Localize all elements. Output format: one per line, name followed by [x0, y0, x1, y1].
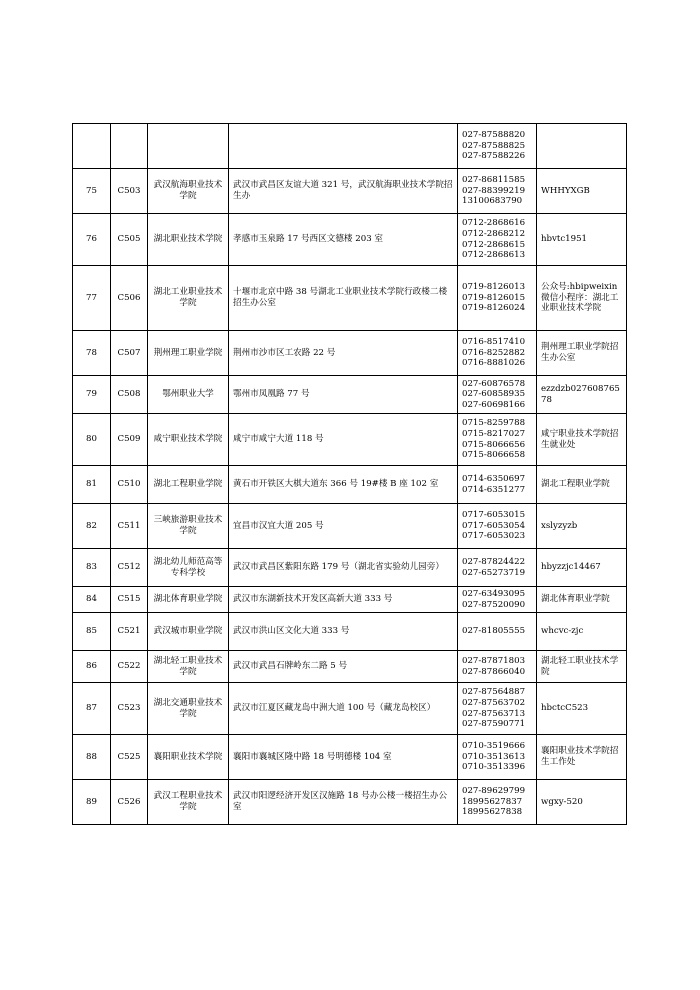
address-cell: [229, 124, 458, 169]
row-number-cell: 77: [73, 266, 111, 331]
school-name-cell: 湖北轻工职业技术学院: [148, 651, 229, 683]
table-row: [73, 169, 627, 214]
address-cell: 武汉市江夏区藏龙岛中洲大道 100 号（藏龙岛校区）: [229, 683, 458, 735]
school-code-cell: C510: [111, 466, 148, 504]
table-row: [73, 414, 627, 466]
phone-cell: [458, 169, 537, 214]
phone-number: 027-87588820: [462, 130, 526, 141]
phone-number: 027-87824422: [462, 556, 526, 567]
row-number-cell: 88: [73, 735, 111, 780]
phone-number: 0716-8517410: [462, 337, 526, 348]
row-number-cell: 79: [73, 376, 111, 414]
school-name-cell: 鄂州职业大学: [148, 376, 229, 414]
phone-number: 027-60698166: [462, 399, 526, 410]
phone-cell: [458, 376, 537, 414]
school-name-cell: 武汉城市职业学院: [148, 613, 229, 651]
phone-number: 027-81805555: [462, 626, 526, 637]
school-code-cell: C507: [111, 331, 148, 376]
school-name-cell: 湖北职业技术学院: [148, 214, 229, 266]
row-number-cell: 75: [73, 169, 111, 214]
phone-number: 027-88399219: [462, 185, 526, 196]
row-number-cell: 85: [73, 613, 111, 651]
phone-number: 027-60876578: [462, 378, 526, 389]
school-name-cell: 湖北工程职业学院: [148, 466, 229, 504]
table-row: [73, 780, 627, 825]
address-cell: 武汉市阳逻经济开发区汉施路 18 号办公楼一楼招生办公室: [229, 780, 458, 825]
phone-number: 027-87520090: [462, 599, 526, 610]
phone-cell: [458, 124, 537, 169]
school-code-cell: C522: [111, 651, 148, 683]
school-name-cell: 三峡旅游职业技术学院: [148, 504, 229, 549]
table-row: [73, 331, 627, 376]
phone-number: 0715-8217027: [462, 428, 526, 439]
wechat-cell: 湖北轻工职业技术学院: [537, 651, 627, 683]
school-code-cell: C525: [111, 735, 148, 780]
wechat-cell: hbyzzjc14467: [537, 549, 627, 587]
phone-number: 0715-8066658: [462, 450, 526, 461]
phone-number: 18995627838: [462, 807, 523, 818]
phone-cell: [458, 266, 537, 331]
address-cell: 武汉市洪山区文化大道 333 号: [229, 613, 458, 651]
school-code-cell: C503: [111, 169, 148, 214]
school-code-cell: C515: [111, 587, 148, 613]
phone-number: 027-89629799: [462, 786, 526, 797]
phone-cell: [458, 683, 537, 735]
phone-number: 027-65273719: [462, 567, 526, 578]
school-code-cell: [111, 124, 148, 169]
phone-cell: [458, 549, 537, 587]
phone-number: 0712-2868616: [462, 218, 526, 229]
table-row: [73, 376, 627, 414]
row-number-cell: 82: [73, 504, 111, 549]
table-row: [73, 504, 627, 549]
school-code-cell: C506: [111, 266, 148, 331]
table-body: [73, 124, 627, 825]
school-name-cell: [148, 124, 229, 169]
row-number-cell: 89: [73, 780, 111, 825]
phone-number: 0712-2868613: [462, 250, 526, 261]
wechat-cell: whcvc-zjc: [537, 613, 627, 651]
wechat-cell: xslyzyzb: [537, 504, 627, 549]
phone-number: 0716-8881026: [462, 358, 526, 369]
table-row: [73, 214, 627, 266]
table-row: [73, 683, 627, 735]
row-number-cell: 80: [73, 414, 111, 466]
phone-number: 13100683790: [462, 196, 523, 207]
table-row: [73, 266, 627, 331]
wechat-cell: 公众号:hbipweixin 微信小程序：湖北工业职业技术学院: [537, 266, 627, 331]
school-name-cell: 湖北工业职业技术学院: [148, 266, 229, 331]
phone-number: 0710-3513613: [462, 751, 526, 762]
phone-number: 0719-8126024: [462, 303, 526, 314]
phone-number: 027-87563702: [462, 697, 526, 708]
phone-cell: [458, 214, 537, 266]
row-number-cell: 87: [73, 683, 111, 735]
school-name-cell: 襄阳职业技术学院: [148, 735, 229, 780]
phone-cell: [458, 613, 537, 651]
row-number-cell: 83: [73, 549, 111, 587]
school-name-cell: 荆州理工职业学院: [148, 331, 229, 376]
address-cell: 鄂州市凤凰路 77 号: [229, 376, 458, 414]
table-row: [73, 587, 627, 613]
phone-number: 027-87871803: [462, 655, 526, 666]
school-name-cell: 湖北幼儿师范高等专科学校: [148, 549, 229, 587]
phone-number: 0715-8259788: [462, 418, 526, 429]
address-cell: 孝感市玉泉路 17 号西区文德楼 203 室: [229, 214, 458, 266]
phone-number: 027-60858935: [462, 389, 526, 400]
phone-number: 027-87866040: [462, 666, 526, 677]
wechat-cell: 荆州理工职业学院招生办公室: [537, 331, 627, 376]
phone-cell: [458, 504, 537, 549]
phone-number: 027-86811585: [462, 175, 526, 186]
address-cell: 武汉市武昌石牌岭东二路 5 号: [229, 651, 458, 683]
school-name-cell: 武汉工程职业技术学院: [148, 780, 229, 825]
phone-cell: [458, 466, 537, 504]
phone-number: 0717-6053023: [462, 531, 526, 542]
address-cell: 武汉市武昌区紫阳东路 179 号（湖北省实验幼儿园旁）: [229, 549, 458, 587]
phone-cell: [458, 735, 537, 780]
phone-cell: [458, 414, 537, 466]
school-code-cell: C523: [111, 683, 148, 735]
school-name-cell: 武汉航海职业技术学院: [148, 169, 229, 214]
table-row: [73, 613, 627, 651]
wechat-cell: 咸宁职业技术学院招生就业处: [537, 414, 627, 466]
row-number-cell: 76: [73, 214, 111, 266]
phone-number: 0712-2868212: [462, 228, 526, 239]
table-row: [73, 124, 627, 169]
phone-number: 027-87564887: [462, 687, 526, 698]
phone-number: 027-63493095: [462, 588, 526, 599]
table-row: [73, 549, 627, 587]
row-number-cell: 84: [73, 587, 111, 613]
phone-number: 0719-8126015: [462, 292, 526, 303]
phone-number: 027-87588226: [462, 151, 526, 162]
school-code-cell: C509: [111, 414, 148, 466]
wechat-cell: 湖北体育职业学院: [537, 587, 627, 613]
address-cell: 咸宁市咸宁大道 118 号: [229, 414, 458, 466]
row-number-cell: 86: [73, 651, 111, 683]
phone-cell: [458, 651, 537, 683]
phone-cell: [458, 331, 537, 376]
table-row: [73, 735, 627, 780]
school-code-cell: C511: [111, 504, 148, 549]
phone-number: 0710-3519666: [462, 741, 526, 752]
phone-number: 027-87588825: [462, 140, 526, 151]
school-code-cell: C508: [111, 376, 148, 414]
school-name-cell: 咸宁职业技术学院: [148, 414, 229, 466]
phone-number: 0715-8066656: [462, 439, 526, 450]
address-cell: 宜昌市汉宜大道 205 号: [229, 504, 458, 549]
wechat-cell: wgxy-520: [537, 780, 627, 825]
phone-number: 0714-6350697: [462, 473, 526, 484]
school-name-cell: 湖北体育职业学院: [148, 587, 229, 613]
address-cell: 荆州市沙市区工农路 22 号: [229, 331, 458, 376]
school-code-cell: C512: [111, 549, 148, 587]
phone-number: 027-87563713: [462, 708, 526, 719]
school-name-cell: 湖北交通职业技术学院: [148, 683, 229, 735]
phone-number: 0712-2868615: [462, 239, 526, 250]
wechat-cell: 襄阳职业技术学院招生工作处: [537, 735, 627, 780]
row-number-cell: 78: [73, 331, 111, 376]
phone-cell: [458, 587, 537, 613]
phone-number: 18995627837: [462, 796, 523, 807]
wechat-cell: WHHYXGB: [537, 169, 627, 214]
address-cell: 十堰市北京中路 38 号湖北工业职业技术学院行政楼二楼招生办公室: [229, 266, 458, 331]
phone-cell: [458, 780, 537, 825]
phone-number: 0717-6053015: [462, 510, 526, 521]
phone-number: 0719-8126013: [462, 282, 526, 293]
school-code-cell: C521: [111, 613, 148, 651]
wechat-cell: ezzdzb02760876578: [537, 376, 627, 414]
phone-number: 0716-8252882: [462, 347, 526, 358]
wechat-cell: hbctcC523: [537, 683, 627, 735]
address-cell: 襄阳市襄城区隆中路 18 号明德楼 104 室: [229, 735, 458, 780]
phone-number: 0717-6053054: [462, 520, 526, 531]
address-cell: 黄石市开铁区大棋大道东 366 号 19#楼 B 座 102 室: [229, 466, 458, 504]
address-cell: 武汉市武昌区友谊大道 321 号，武汉航海职业技术学院招生办: [229, 169, 458, 214]
address-cell: 武汉市东湖新技术开发区高新大道 333 号: [229, 587, 458, 613]
row-number-cell: [73, 124, 111, 169]
wechat-cell: 湖北工程职业学院: [537, 466, 627, 504]
wechat-cell: hbvtc1951: [537, 214, 627, 266]
phone-number: 0714-6351277: [462, 484, 526, 495]
table-row: [73, 466, 627, 504]
phone-number: 0710-3513396: [462, 762, 526, 773]
wechat-cell: [537, 124, 627, 169]
school-code-cell: C526: [111, 780, 148, 825]
phone-number: 027-87590771: [462, 719, 526, 730]
admissions-contact-table: [72, 123, 627, 825]
school-code-cell: C505: [111, 214, 148, 266]
row-number-cell: 81: [73, 466, 111, 504]
table-row: [73, 651, 627, 683]
